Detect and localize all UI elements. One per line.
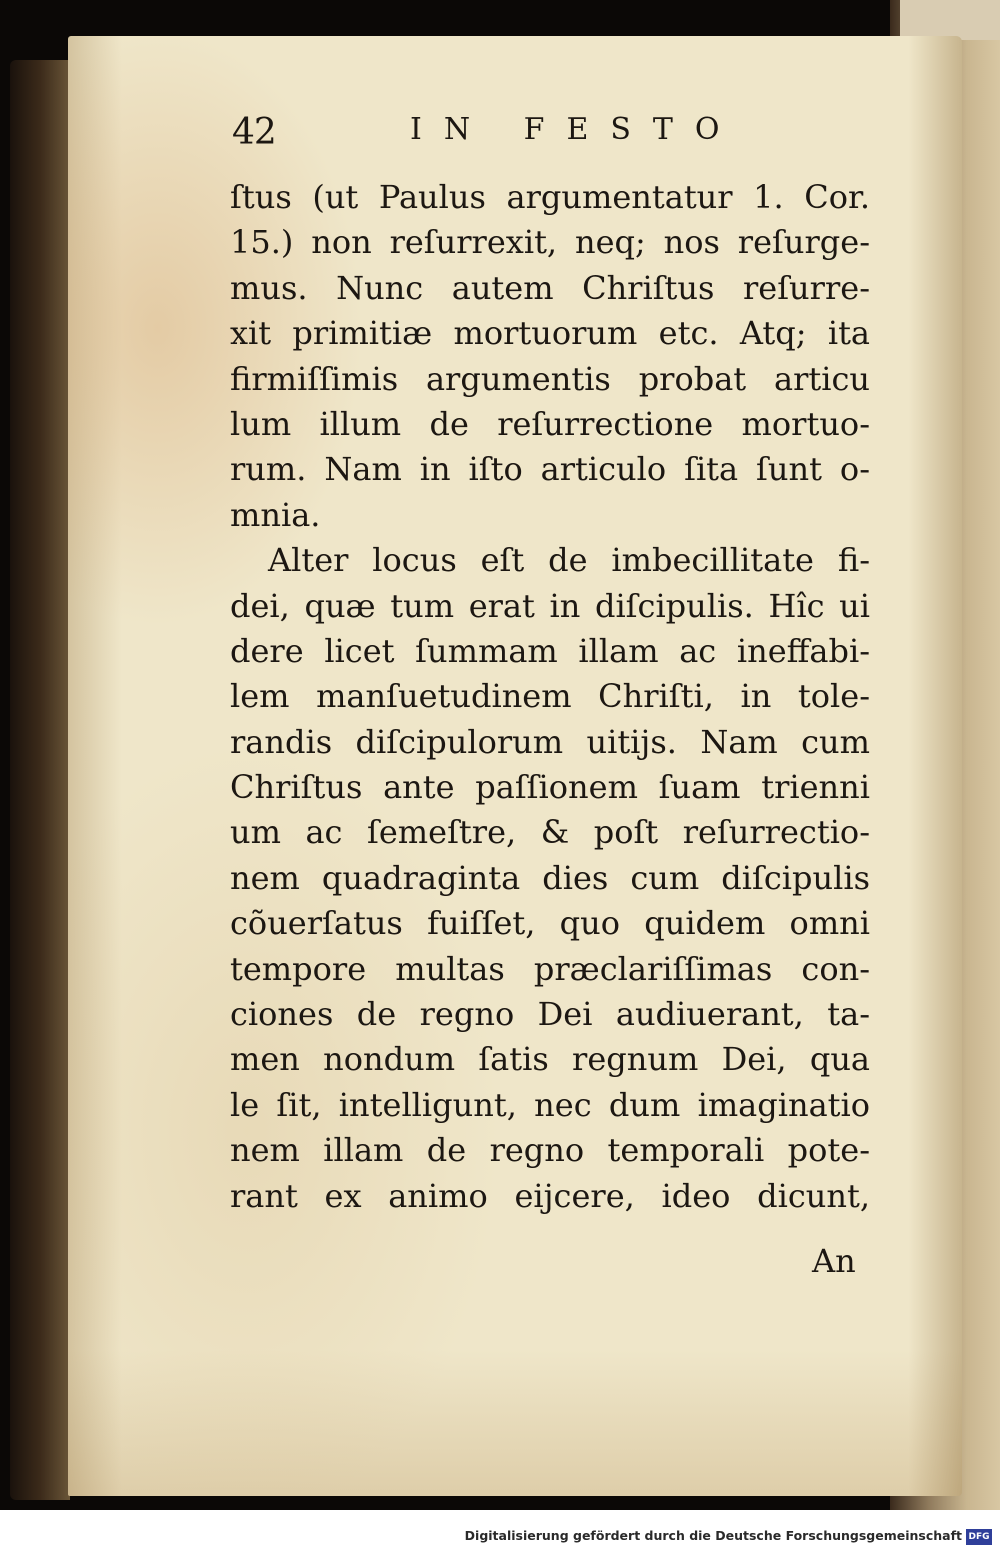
- page-number: 42: [232, 112, 276, 153]
- text-line: nem illam de regno temporali pote-: [230, 1131, 870, 1170]
- page-header: [232, 112, 852, 162]
- text-line: randis diſcipulorum uitijs. Nam cum: [230, 722, 870, 761]
- running-head: IN FESTO: [410, 112, 742, 147]
- text-line: um ac ſemeſtre, & poſt reſurrectio-: [230, 813, 870, 852]
- text-line: 15.) non reſurrexit, neq; nos reſurge-: [230, 223, 870, 262]
- text-line: dere licet ſummam illam ac ineffabi-: [230, 631, 870, 670]
- text-line: Alter locus eſt de imbecillitate fi-: [268, 541, 870, 580]
- adjacent-page-top: [900, 0, 1000, 40]
- text-line: lem manſuetudinem Chriſti, in tole-: [230, 677, 870, 716]
- dfg-logo-icon: DFG: [966, 1529, 992, 1545]
- text-line: cõuerſatus fuiſſet, quo quidem omni: [230, 904, 870, 943]
- text-line: mnia.: [230, 495, 321, 534]
- text-line: lum illum de reſurrectione mortuo-: [230, 404, 870, 443]
- book-binding: [10, 60, 70, 1500]
- text-line: firmiſſimis argumentis probat articu: [230, 359, 870, 398]
- text-line: dei, quæ tum erat in diſcipulis. Hîc ui: [230, 586, 870, 625]
- catchword: An: [812, 1242, 856, 1280]
- text-line: xit primitiæ mortuorum etc. Atq; ita: [230, 314, 870, 353]
- text-line: rum. Nam in iſto articulo ſita ſunt o-: [230, 450, 870, 489]
- text-line: ſtus (ut Paulus argumentatur 1. Cor.: [230, 178, 870, 216]
- footer-bar: [0, 1510, 1000, 1555]
- text-line: nem quadraginta dies cum diſcipulis: [230, 858, 870, 897]
- text-line: tempore multas præclariſſimas con-: [230, 949, 870, 988]
- body-text: [230, 175, 870, 1219]
- funding-credit: Digitalisierung gefördert durch die Deutsche Forschungsgemeinschaft: [464, 1528, 962, 1543]
- text-line: le ſit, intelligunt, nec dum imaginatio: [230, 1085, 870, 1124]
- text-line: mus. Nunc autem Chriſtus reſurre-: [230, 268, 870, 307]
- text-line: Chriſtus ante paſſionem ſuam trienni: [230, 768, 870, 807]
- text-line: rant ex animo eijcere, ideo dicunt,: [230, 1176, 870, 1215]
- text-line: men nondum ſatis regnum Dei, qua: [230, 1040, 870, 1079]
- text-line: ciones de regno Dei audiuerant, ta-: [230, 995, 870, 1034]
